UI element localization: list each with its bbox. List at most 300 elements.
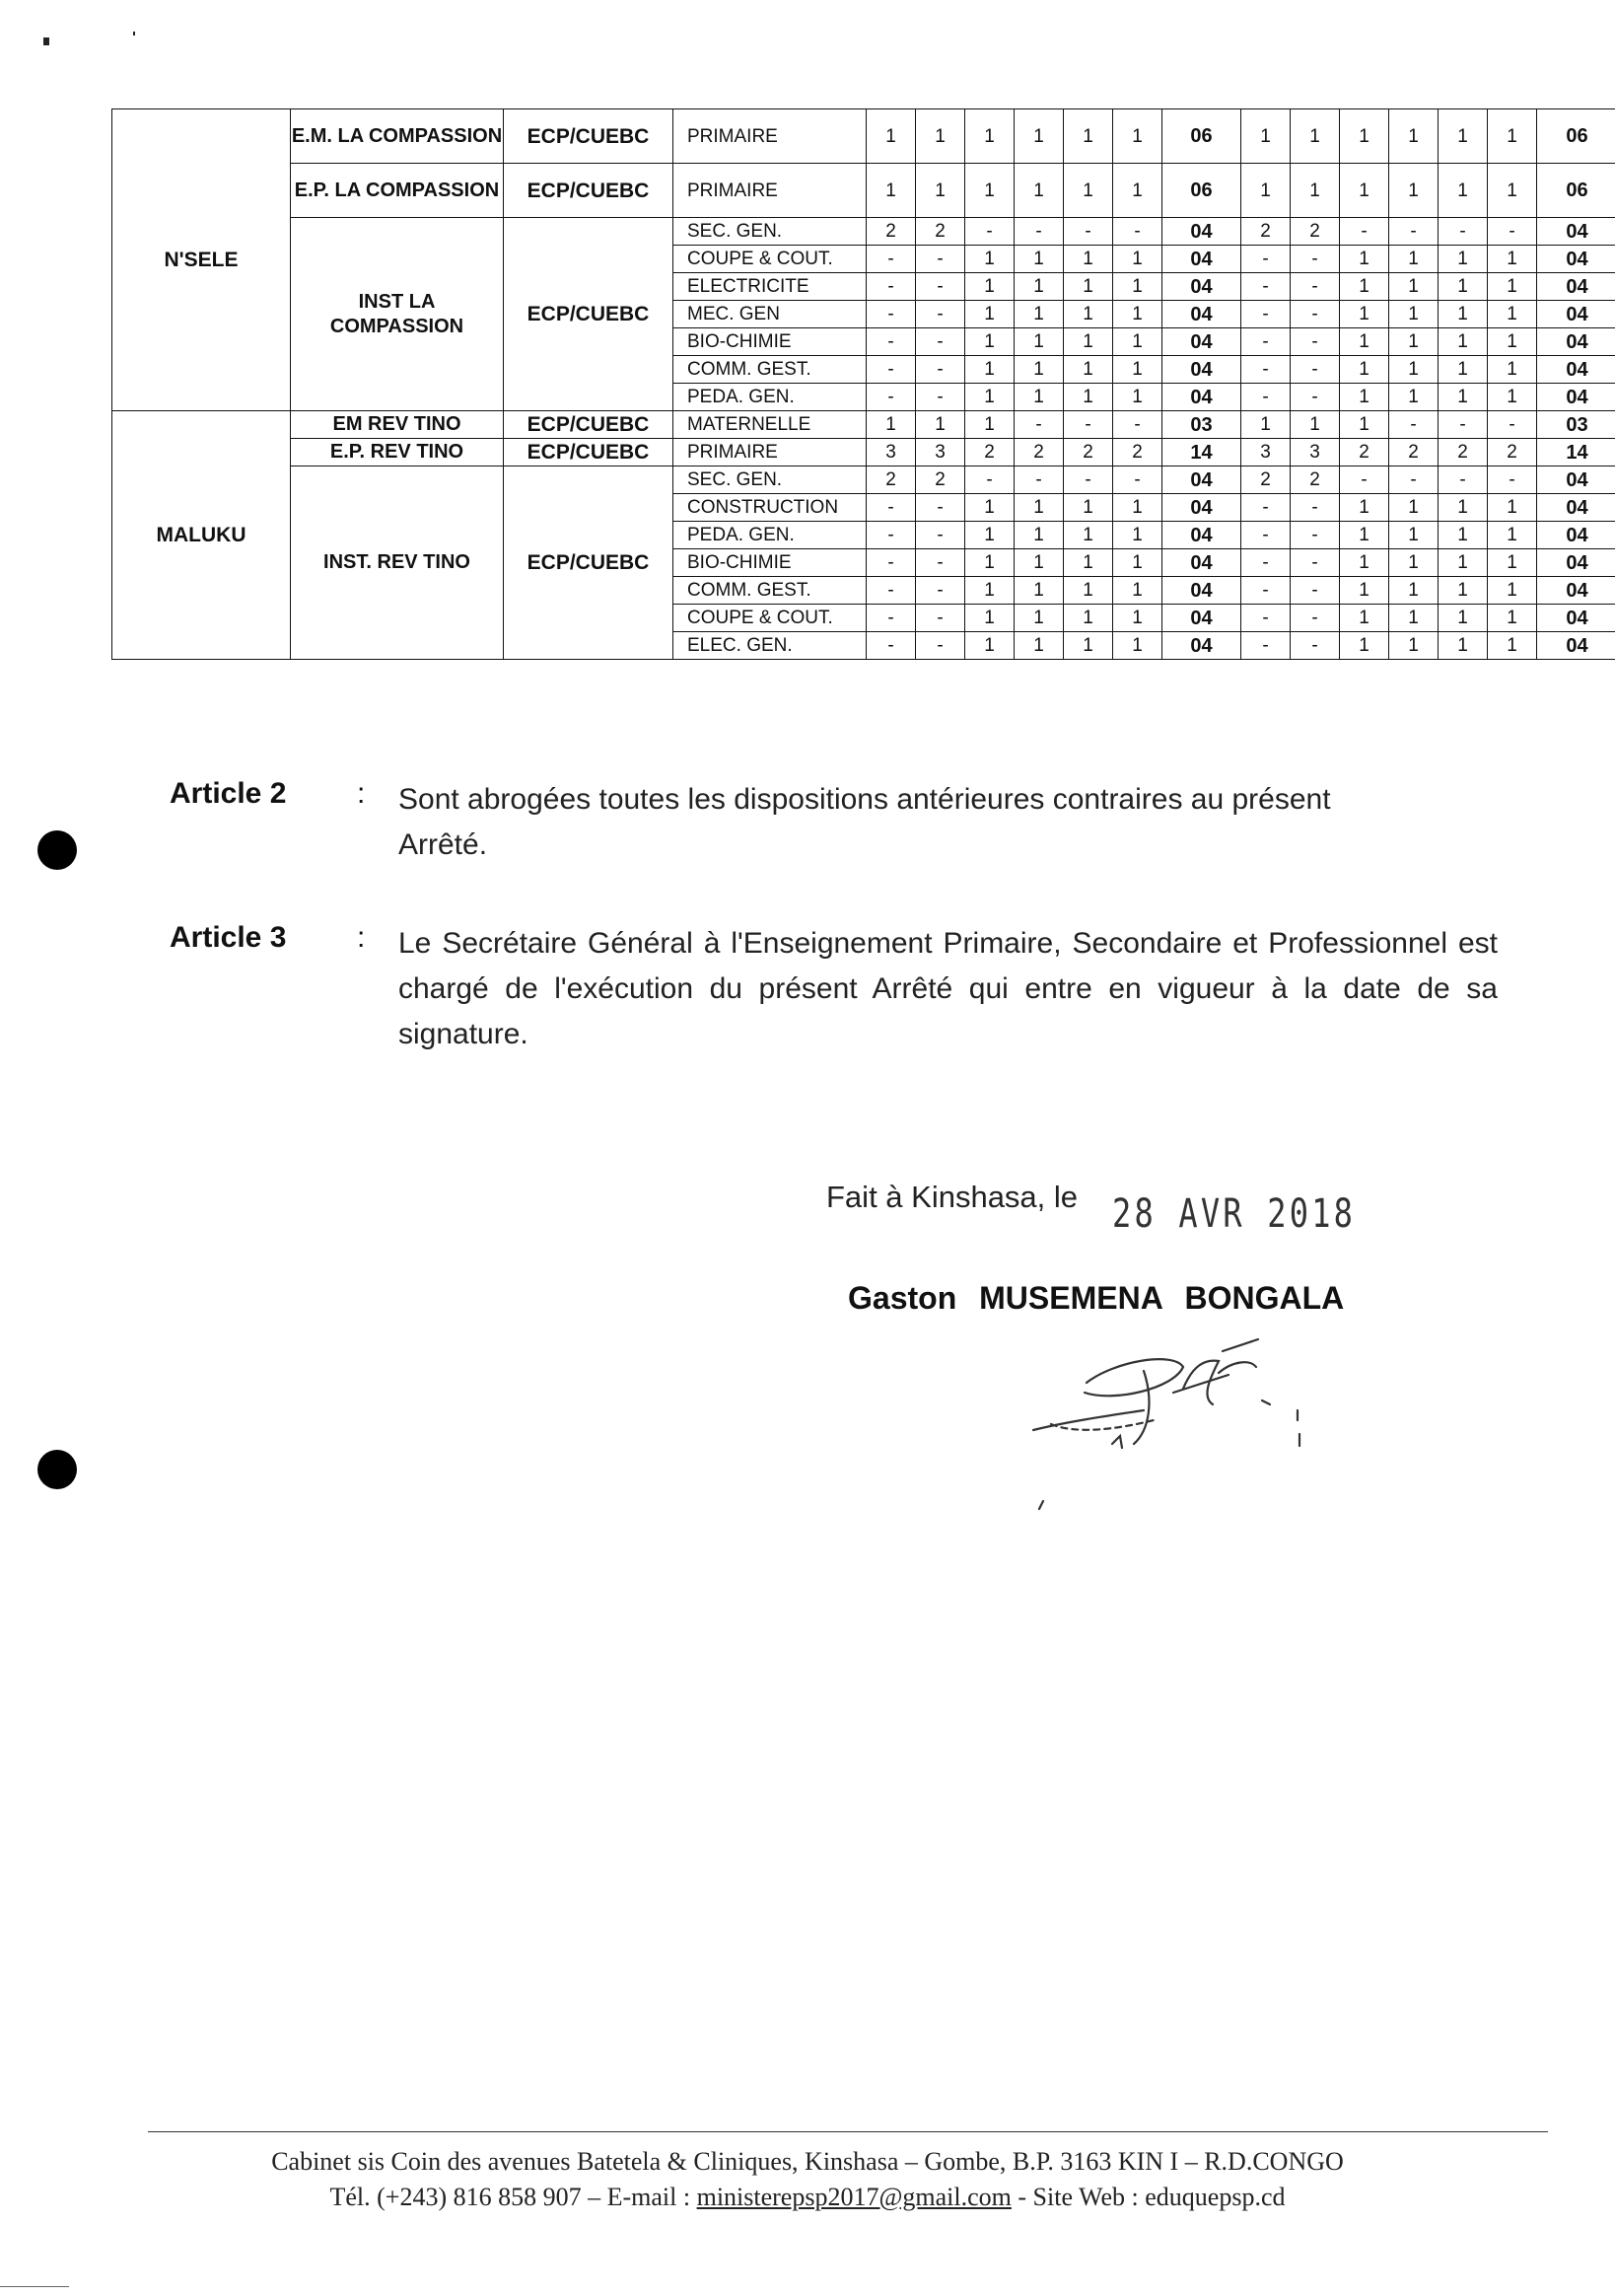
scan-edge-mark bbox=[0, 2286, 69, 2287]
total-cell: 06 bbox=[1162, 109, 1241, 164]
class-count-cell: - bbox=[1241, 384, 1291, 411]
class-count-cell: - bbox=[1488, 411, 1537, 439]
class-count-cell: - bbox=[1291, 328, 1340, 356]
class-count-cell: - bbox=[867, 632, 916, 660]
class-count-cell: 1 bbox=[1389, 384, 1439, 411]
option-cell: COMM. GEST. bbox=[673, 577, 867, 605]
class-count-cell: 1 bbox=[965, 605, 1015, 632]
class-count-cell: - bbox=[1340, 466, 1389, 494]
class-count-cell: - bbox=[1439, 218, 1488, 246]
class-count-cell: 1 bbox=[1340, 605, 1389, 632]
class-count-cell: 2 bbox=[1064, 439, 1113, 466]
total-cell: 04 bbox=[1162, 218, 1241, 246]
total-cell: 04 bbox=[1162, 466, 1241, 494]
class-count-cell: 1 bbox=[1291, 411, 1340, 439]
class-count-cell: - bbox=[916, 577, 965, 605]
class-count-cell: - bbox=[1241, 356, 1291, 384]
footer-rule bbox=[148, 2131, 1548, 2132]
class-count-cell: 1 bbox=[1439, 109, 1488, 164]
class-count-cell: 1 bbox=[1291, 164, 1340, 218]
option-cell: SEC. GEN. bbox=[673, 218, 867, 246]
area-cell: N'SELE bbox=[112, 109, 291, 411]
class-count-cell: 1 bbox=[1113, 522, 1162, 549]
class-count-cell: 1 bbox=[965, 632, 1015, 660]
class-count-cell: 2 bbox=[1113, 439, 1162, 466]
class-count-cell: 1 bbox=[965, 356, 1015, 384]
class-count-cell: 1 bbox=[916, 411, 965, 439]
footer-address: Cabinet sis Coin des avenues Batetela & Cliniques, Kinshasa – Gombe, B.P. 3163 KIN I – R.D.CONGO bbox=[271, 2147, 1344, 2176]
class-count-cell: 2 bbox=[1241, 218, 1291, 246]
total-cell: 14 bbox=[1162, 439, 1241, 466]
article-2 bbox=[170, 777, 1510, 876]
class-count-cell: 1 bbox=[1488, 632, 1537, 660]
option-cell: ELEC. GEN. bbox=[673, 632, 867, 660]
class-count-cell: 1 bbox=[867, 164, 916, 218]
class-count-cell: - bbox=[1439, 411, 1488, 439]
class-count-cell: - bbox=[1241, 522, 1291, 549]
total-cell: 03 bbox=[1162, 411, 1241, 439]
class-count-cell: - bbox=[916, 356, 965, 384]
class-count-cell: - bbox=[916, 632, 965, 660]
total-cell: 04 bbox=[1162, 605, 1241, 632]
article-label: Article 3 bbox=[170, 921, 287, 954]
table-row bbox=[112, 466, 1615, 494]
footer-contact bbox=[0, 2183, 1615, 2212]
class-count-cell: 1 bbox=[1439, 494, 1488, 522]
class-count-cell: - bbox=[916, 494, 965, 522]
network-cell: ECP/CUEBC bbox=[504, 109, 673, 164]
class-count-cell: - bbox=[867, 549, 916, 577]
class-count-cell: 1 bbox=[1064, 494, 1113, 522]
class-count-cell: 1 bbox=[965, 494, 1015, 522]
class-count-cell: 1 bbox=[1439, 522, 1488, 549]
total-cell: 04 bbox=[1162, 384, 1241, 411]
class-count-cell: 1 bbox=[965, 522, 1015, 549]
option-cell: COUPE & COUT. bbox=[673, 246, 867, 273]
place-date-line: Fait à Kinshasa, le bbox=[826, 1180, 1079, 1214]
school-name-cell: EM REV TINO bbox=[291, 411, 504, 439]
class-count-cell: - bbox=[1291, 246, 1340, 273]
total-cell: 04 bbox=[1162, 356, 1241, 384]
school-allocation-table bbox=[111, 108, 1615, 660]
total-cell: 04 bbox=[1162, 246, 1241, 273]
total-cell: 04 bbox=[1537, 384, 1615, 411]
class-count-cell: - bbox=[1064, 466, 1113, 494]
total-cell: 04 bbox=[1162, 301, 1241, 328]
class-count-cell: 1 bbox=[1389, 577, 1439, 605]
class-count-cell: - bbox=[1241, 632, 1291, 660]
class-count-cell: 2 bbox=[965, 439, 1015, 466]
class-count-cell: 1 bbox=[1340, 522, 1389, 549]
class-count-cell: 1 bbox=[1488, 109, 1537, 164]
class-count-cell: 2 bbox=[1389, 439, 1439, 466]
class-count-cell: - bbox=[916, 384, 965, 411]
class-count-cell: 1 bbox=[1439, 384, 1488, 411]
class-count-cell: 1 bbox=[965, 301, 1015, 328]
class-count-cell: - bbox=[1291, 577, 1340, 605]
total-cell: 04 bbox=[1537, 301, 1615, 328]
total-cell: 03 bbox=[1537, 411, 1615, 439]
class-count-cell: - bbox=[1291, 384, 1340, 411]
class-count-cell: 1 bbox=[1340, 109, 1389, 164]
class-count-cell: 1 bbox=[1015, 522, 1064, 549]
total-cell: 04 bbox=[1537, 549, 1615, 577]
class-count-cell: 1 bbox=[1064, 246, 1113, 273]
class-count-cell: - bbox=[1241, 549, 1291, 577]
class-count-cell: - bbox=[916, 328, 965, 356]
total-cell: 04 bbox=[1537, 522, 1615, 549]
scan-speck bbox=[133, 32, 135, 36]
class-count-cell: - bbox=[916, 246, 965, 273]
class-count-cell: 1 bbox=[1439, 356, 1488, 384]
punch-hole-bottom bbox=[37, 1450, 77, 1489]
article-colon: : bbox=[357, 777, 366, 810]
signatory-name: Gaston MUSEMENA BONGALA bbox=[848, 1280, 1345, 1316]
network-cell: ECP/CUEBC bbox=[504, 218, 673, 411]
class-count-cell: 1 bbox=[1389, 328, 1439, 356]
class-count-cell: 1 bbox=[1340, 384, 1389, 411]
class-count-cell: 1 bbox=[1064, 356, 1113, 384]
class-count-cell: 1 bbox=[1389, 246, 1439, 273]
class-count-cell: - bbox=[867, 522, 916, 549]
footer-email-link[interactable]: ministerepsp2017@gmail.com bbox=[696, 2183, 1012, 2211]
class-count-cell: - bbox=[867, 273, 916, 301]
class-count-cell: 1 bbox=[1064, 577, 1113, 605]
class-count-cell: 1 bbox=[1488, 301, 1537, 328]
class-count-cell: 1 bbox=[965, 549, 1015, 577]
class-count-cell: 1 bbox=[1488, 605, 1537, 632]
area-cell: MALUKU bbox=[112, 411, 291, 660]
class-count-cell: 1 bbox=[1389, 273, 1439, 301]
class-count-cell: 1 bbox=[1113, 164, 1162, 218]
class-count-cell: 1 bbox=[1340, 246, 1389, 273]
class-count-cell: 1 bbox=[1113, 494, 1162, 522]
handwritten-signature bbox=[1025, 1331, 1380, 1519]
class-count-cell: - bbox=[1241, 494, 1291, 522]
class-count-cell: 1 bbox=[1389, 549, 1439, 577]
class-count-cell: 1 bbox=[1488, 494, 1537, 522]
total-cell: 04 bbox=[1537, 356, 1615, 384]
class-count-cell: 2 bbox=[1291, 466, 1340, 494]
class-count-cell: 2 bbox=[1439, 439, 1488, 466]
class-count-cell: 1 bbox=[867, 411, 916, 439]
class-count-cell: 1 bbox=[1113, 384, 1162, 411]
class-count-cell: - bbox=[1241, 328, 1291, 356]
class-count-cell: - bbox=[1291, 356, 1340, 384]
class-count-cell: - bbox=[916, 273, 965, 301]
date-stamp: 28 AVR 2018 bbox=[1112, 1191, 1357, 1237]
class-count-cell: - bbox=[1113, 411, 1162, 439]
class-count-cell: 1 bbox=[1488, 577, 1537, 605]
class-count-cell: 1 bbox=[916, 109, 965, 164]
class-count-cell: - bbox=[1291, 273, 1340, 301]
class-count-cell: 1 bbox=[1113, 246, 1162, 273]
class-count-cell: 1 bbox=[1389, 164, 1439, 218]
class-count-cell: - bbox=[1064, 411, 1113, 439]
class-count-cell: 1 bbox=[1241, 411, 1291, 439]
total-cell: 04 bbox=[1162, 522, 1241, 549]
class-count-cell: - bbox=[867, 246, 916, 273]
class-count-cell: - bbox=[1488, 466, 1537, 494]
class-count-cell: - bbox=[1113, 218, 1162, 246]
class-count-cell: 1 bbox=[1015, 273, 1064, 301]
option-cell: PRIMAIRE bbox=[673, 109, 867, 164]
class-count-cell: 1 bbox=[1340, 577, 1389, 605]
total-cell: 04 bbox=[1537, 577, 1615, 605]
class-count-cell: 1 bbox=[965, 411, 1015, 439]
total-cell: 04 bbox=[1162, 494, 1241, 522]
class-count-cell: - bbox=[1241, 577, 1291, 605]
class-count-cell: 1 bbox=[1064, 522, 1113, 549]
class-count-cell: - bbox=[1291, 605, 1340, 632]
option-cell: CONSTRUCTION bbox=[673, 494, 867, 522]
class-count-cell: 1 bbox=[1064, 605, 1113, 632]
class-count-cell: 1 bbox=[1488, 273, 1537, 301]
class-count-cell: 1 bbox=[1113, 632, 1162, 660]
class-count-cell: 2 bbox=[867, 466, 916, 494]
punch-hole-top bbox=[37, 830, 77, 870]
scan-speck bbox=[43, 37, 49, 45]
article-colon: : bbox=[357, 921, 366, 954]
class-count-cell: 1 bbox=[1389, 301, 1439, 328]
total-cell: 04 bbox=[1537, 632, 1615, 660]
class-count-cell: 1 bbox=[1015, 328, 1064, 356]
class-count-cell: 1 bbox=[1064, 384, 1113, 411]
class-count-cell: 2 bbox=[916, 218, 965, 246]
class-count-cell: 1 bbox=[1064, 109, 1113, 164]
class-count-cell: - bbox=[916, 522, 965, 549]
class-count-cell: 1 bbox=[867, 109, 916, 164]
class-count-cell: 1 bbox=[1113, 328, 1162, 356]
class-count-cell: - bbox=[867, 605, 916, 632]
class-count-cell: 3 bbox=[916, 439, 965, 466]
class-count-cell: 1 bbox=[1015, 605, 1064, 632]
class-count-cell: - bbox=[1389, 466, 1439, 494]
option-cell: BIO-CHIMIE bbox=[673, 549, 867, 577]
class-count-cell: - bbox=[1064, 218, 1113, 246]
class-count-cell: - bbox=[1291, 522, 1340, 549]
class-count-cell: - bbox=[1291, 301, 1340, 328]
school-name-cell: INST LA COMPASSION bbox=[291, 218, 504, 411]
class-count-cell: - bbox=[1439, 466, 1488, 494]
article-text: Sont abrogées toutes les dispositions antérieures contraires au présent Arrêté. bbox=[398, 783, 1331, 861]
class-count-cell: - bbox=[1241, 246, 1291, 273]
class-count-cell: 1 bbox=[1064, 301, 1113, 328]
class-count-cell: 1 bbox=[1389, 522, 1439, 549]
class-count-cell: - bbox=[1015, 466, 1064, 494]
class-count-cell: - bbox=[867, 577, 916, 605]
table-row bbox=[112, 439, 1615, 466]
option-cell: MATERNELLE bbox=[673, 411, 867, 439]
class-count-cell: - bbox=[867, 384, 916, 411]
class-count-cell: 1 bbox=[916, 164, 965, 218]
table-row bbox=[112, 411, 1615, 439]
article-label: Article 2 bbox=[170, 777, 287, 810]
class-count-cell: 1 bbox=[1389, 109, 1439, 164]
class-count-cell: - bbox=[867, 356, 916, 384]
option-cell: MEC. GEN bbox=[673, 301, 867, 328]
total-cell: 04 bbox=[1162, 577, 1241, 605]
class-count-cell: 1 bbox=[1340, 494, 1389, 522]
option-cell: PRIMAIRE bbox=[673, 164, 867, 218]
class-count-cell: - bbox=[916, 301, 965, 328]
total-cell: 06 bbox=[1537, 109, 1615, 164]
class-count-cell: 1 bbox=[1488, 549, 1537, 577]
class-count-cell: 1 bbox=[1015, 384, 1064, 411]
class-count-cell: 1 bbox=[1015, 301, 1064, 328]
school-name-cell: E.P. REV TINO bbox=[291, 439, 504, 466]
total-cell: 04 bbox=[1162, 328, 1241, 356]
table-row bbox=[112, 164, 1615, 218]
class-count-cell: 1 bbox=[1113, 301, 1162, 328]
footer-phone: Tél. (+243) 816 858 907 – E-mail : bbox=[329, 2183, 697, 2211]
option-cell: COUPE & COUT. bbox=[673, 605, 867, 632]
class-count-cell: 1 bbox=[1389, 356, 1439, 384]
class-count-cell: 1 bbox=[1015, 494, 1064, 522]
class-count-cell: 1 bbox=[965, 273, 1015, 301]
class-count-cell: - bbox=[1389, 411, 1439, 439]
class-count-cell: 1 bbox=[1340, 164, 1389, 218]
class-count-cell: - bbox=[1488, 218, 1537, 246]
class-count-cell: 1 bbox=[1439, 164, 1488, 218]
school-name-cell: E.M. LA COMPASSION bbox=[291, 109, 504, 164]
class-count-cell: 1 bbox=[1113, 356, 1162, 384]
total-cell: 04 bbox=[1537, 494, 1615, 522]
class-count-cell: 1 bbox=[1015, 356, 1064, 384]
class-count-cell: 1 bbox=[1291, 109, 1340, 164]
class-count-cell: 1 bbox=[1439, 632, 1488, 660]
total-cell: 04 bbox=[1537, 328, 1615, 356]
network-cell: ECP/CUEBC bbox=[504, 411, 673, 439]
article-text: Le Secrétaire Général à l'Enseignement Primaire, Secondaire et Professionnel est chargé de l'exécution du présent Arrêté qui entre en vigueur à la date de sa signature. bbox=[398, 927, 1498, 1050]
class-count-cell: 1 bbox=[1340, 411, 1389, 439]
total-cell: 04 bbox=[1537, 605, 1615, 632]
class-count-cell: - bbox=[965, 218, 1015, 246]
class-count-cell: - bbox=[1291, 549, 1340, 577]
network-cell: ECP/CUEBC bbox=[504, 466, 673, 660]
class-count-cell: 1 bbox=[1389, 494, 1439, 522]
class-count-cell: 2 bbox=[1015, 439, 1064, 466]
class-count-cell: 1 bbox=[1439, 605, 1488, 632]
total-cell: 04 bbox=[1162, 632, 1241, 660]
class-count-cell: 1 bbox=[965, 246, 1015, 273]
table-row bbox=[112, 218, 1615, 246]
class-count-cell: 1 bbox=[1015, 246, 1064, 273]
option-cell: SEC. GEN. bbox=[673, 466, 867, 494]
class-count-cell: 1 bbox=[965, 384, 1015, 411]
total-cell: 04 bbox=[1162, 273, 1241, 301]
class-count-cell: 1 bbox=[1340, 356, 1389, 384]
class-count-cell: 1 bbox=[1015, 164, 1064, 218]
class-count-cell: 1 bbox=[1439, 577, 1488, 605]
class-count-cell: 1 bbox=[1488, 522, 1537, 549]
class-count-cell: 1 bbox=[965, 577, 1015, 605]
class-count-cell: 1 bbox=[1340, 273, 1389, 301]
class-count-cell: - bbox=[1015, 218, 1064, 246]
class-count-cell: 2 bbox=[1241, 466, 1291, 494]
class-count-cell: 1 bbox=[1064, 549, 1113, 577]
class-count-cell: 1 bbox=[965, 109, 1015, 164]
option-cell: PEDA. GEN. bbox=[673, 522, 867, 549]
class-count-cell: 2 bbox=[1291, 218, 1340, 246]
class-count-cell: - bbox=[1241, 273, 1291, 301]
class-count-cell: - bbox=[867, 301, 916, 328]
class-count-cell: 1 bbox=[1241, 164, 1291, 218]
class-count-cell: 1 bbox=[1015, 109, 1064, 164]
class-count-cell: 1 bbox=[1340, 301, 1389, 328]
class-count-cell: 1 bbox=[1015, 577, 1064, 605]
class-count-cell: 1 bbox=[1389, 632, 1439, 660]
class-count-cell: 1 bbox=[1340, 549, 1389, 577]
total-cell: 06 bbox=[1162, 164, 1241, 218]
class-count-cell: 1 bbox=[1439, 301, 1488, 328]
class-count-cell: 1 bbox=[965, 164, 1015, 218]
class-count-cell: 1 bbox=[1488, 246, 1537, 273]
class-count-cell: - bbox=[867, 494, 916, 522]
class-count-cell: 1 bbox=[1488, 356, 1537, 384]
class-count-cell: 1 bbox=[1113, 109, 1162, 164]
class-count-cell: 1 bbox=[1389, 605, 1439, 632]
total-cell: 06 bbox=[1537, 164, 1615, 218]
option-cell: PRIMAIRE bbox=[673, 439, 867, 466]
class-count-cell: 1 bbox=[1064, 273, 1113, 301]
total-cell: 04 bbox=[1537, 273, 1615, 301]
class-count-cell: 1 bbox=[1340, 632, 1389, 660]
table-row bbox=[112, 109, 1615, 164]
class-count-cell: 1 bbox=[1113, 605, 1162, 632]
class-count-cell: - bbox=[867, 328, 916, 356]
network-cell: ECP/CUEBC bbox=[504, 164, 673, 218]
option-cell: ELECTRICITE bbox=[673, 273, 867, 301]
total-cell: 14 bbox=[1537, 439, 1615, 466]
class-count-cell: 1 bbox=[1439, 549, 1488, 577]
total-cell: 04 bbox=[1537, 246, 1615, 273]
option-cell: COMM. GEST. bbox=[673, 356, 867, 384]
class-count-cell: 1 bbox=[1488, 384, 1537, 411]
class-count-cell: - bbox=[1291, 632, 1340, 660]
class-count-cell: 1 bbox=[1113, 273, 1162, 301]
total-cell: 04 bbox=[1162, 549, 1241, 577]
class-count-cell: 3 bbox=[1291, 439, 1340, 466]
total-cell: 04 bbox=[1537, 218, 1615, 246]
class-count-cell: 1 bbox=[1241, 109, 1291, 164]
class-count-cell: - bbox=[916, 549, 965, 577]
class-count-cell: 1 bbox=[1064, 328, 1113, 356]
class-count-cell: 1 bbox=[1113, 577, 1162, 605]
class-count-cell: 1 bbox=[1439, 273, 1488, 301]
network-cell: ECP/CUEBC bbox=[504, 439, 673, 466]
class-count-cell: - bbox=[1389, 218, 1439, 246]
article-3 bbox=[170, 921, 1510, 1069]
class-count-cell: - bbox=[965, 466, 1015, 494]
option-cell: BIO-CHIMIE bbox=[673, 328, 867, 356]
class-count-cell: 1 bbox=[1488, 164, 1537, 218]
class-count-cell: 1 bbox=[1015, 632, 1064, 660]
class-count-cell: - bbox=[1241, 301, 1291, 328]
class-count-cell: 3 bbox=[1241, 439, 1291, 466]
school-name-cell: INST. REV TINO bbox=[291, 466, 504, 660]
class-count-cell: 1 bbox=[1113, 549, 1162, 577]
class-count-cell: 1 bbox=[1064, 164, 1113, 218]
class-count-cell: - bbox=[916, 605, 965, 632]
class-count-cell: - bbox=[1015, 411, 1064, 439]
class-count-cell: 1 bbox=[1488, 328, 1537, 356]
school-name-cell: E.P. LA COMPASSION bbox=[291, 164, 504, 218]
class-count-cell: - bbox=[1113, 466, 1162, 494]
class-count-cell: 1 bbox=[1064, 632, 1113, 660]
total-cell: 04 bbox=[1537, 466, 1615, 494]
footer-website: - Site Web : eduquepsp.cd bbox=[1011, 2183, 1286, 2211]
